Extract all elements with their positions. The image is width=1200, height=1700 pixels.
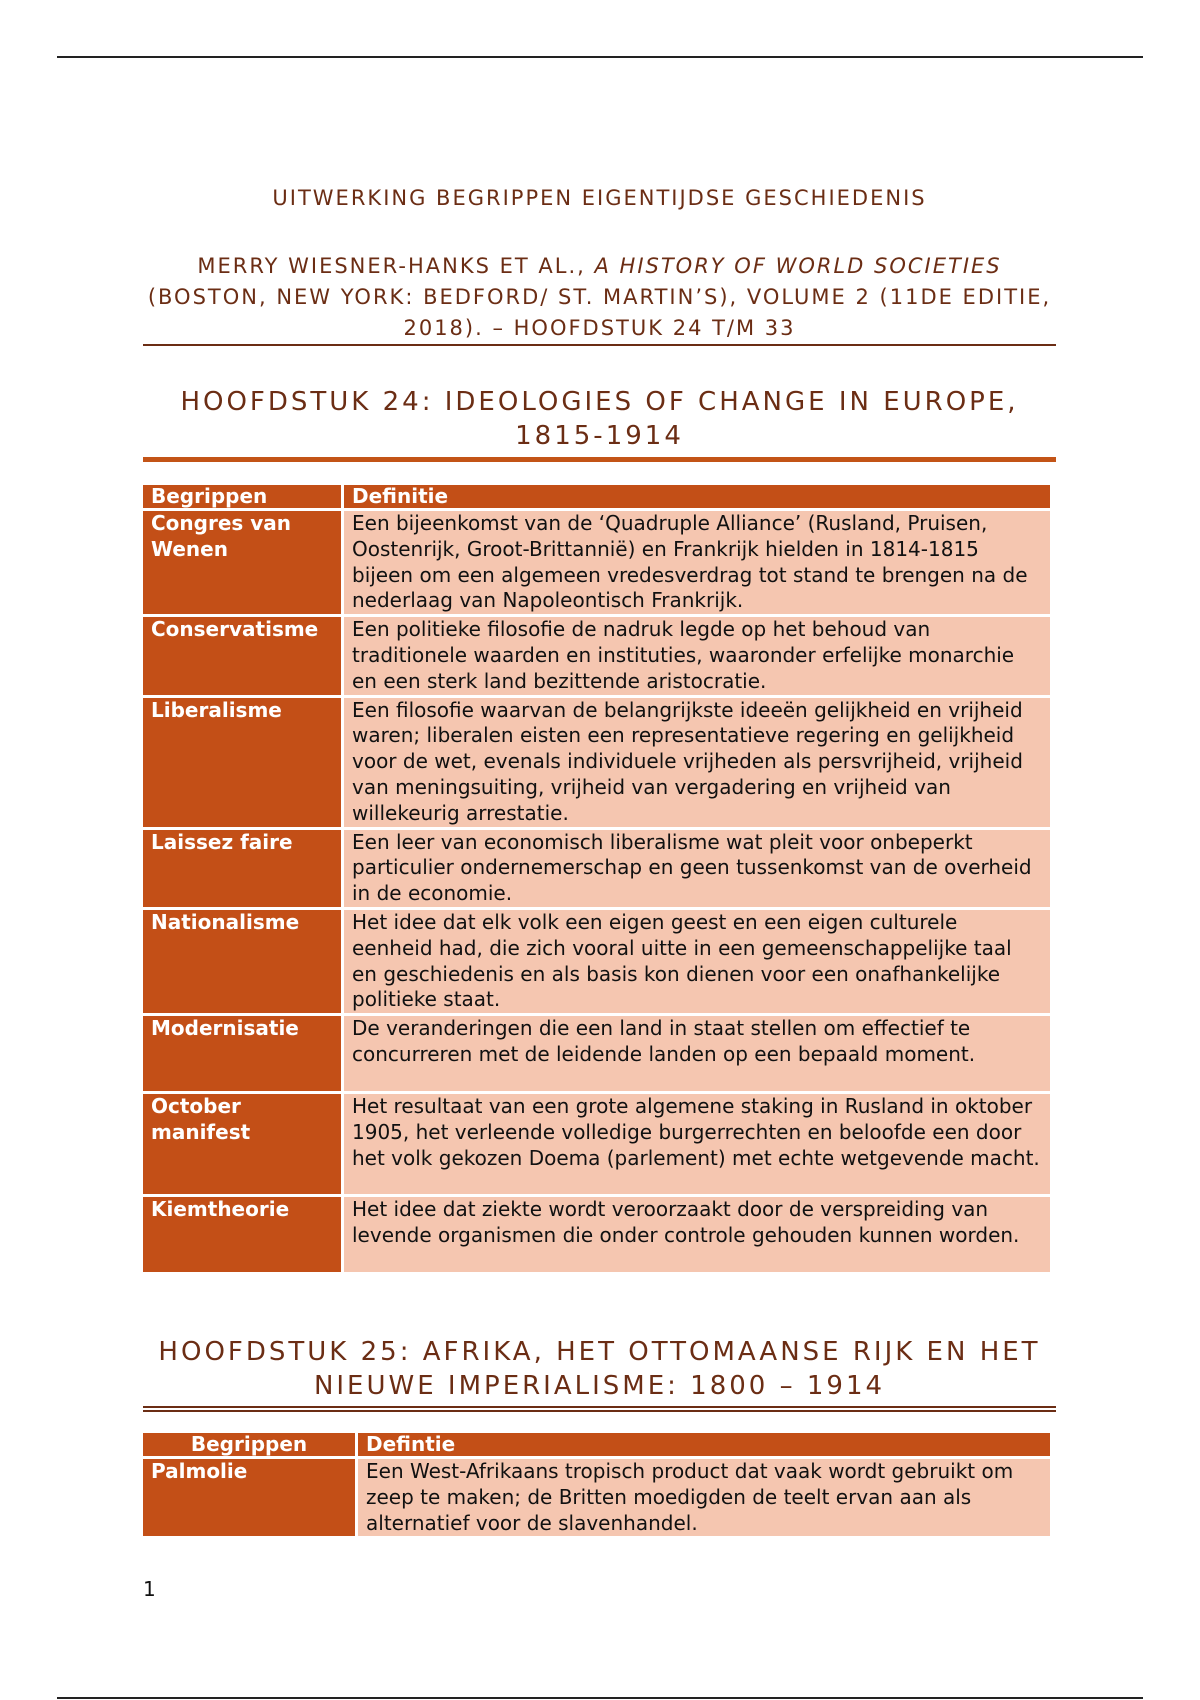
document-title: UITWERKING BEGRIPPEN EIGENTIJDSE GESCHIEDENIS [272,186,927,210]
table-header-row [143,1433,1050,1456]
chapter-24-heading: HOOFDSTUK 24: IDEOLOGIES OF CHANGE IN EUROPE, 1815-1914 [180,387,1019,451]
term-cell: Modernisatie [143,1016,341,1091]
page-bottom-rule [57,1697,1143,1699]
table-row [143,1197,1050,1272]
definition-cell: Een politieke filosofie de nadruk legde op het behoud van traditionele waarden en instituties, waaronder erfelijke monarchie en een sterk land bezittende aristocratie. [344,617,1050,694]
definition-cell: Het resultaat van een grote algemene staking in Rusland in oktober 1905, het verleende volledige burgerrechten en beloofde een door het volk gekozen Doema (parlement) met echte wetgevende macht. [344,1094,1050,1194]
definition-cell: Het idee dat ziekte wordt veroorzaakt door de verspreiding van levende organismen die onder controle gehouden kunnen worden. [344,1197,1050,1272]
table-row [143,910,1050,1013]
term-cell: Kiemtheorie [143,1197,341,1272]
chapter-24-terms-table [140,482,1053,1275]
table-row [143,617,1050,694]
table-row [143,1459,1050,1536]
source-divider [143,344,1056,346]
table-row [143,1016,1050,1091]
definition-cell: Een filosofie waarvan de belangrijkste ideeën gelijkheid en vrijheid waren; liberalen eisten een representatieve regering en gelijkheid voor de wet, evenals individuele vrijheden als persvrijheid, vrijheid van meningsuiting, vrijheid van vergadering en vrijheid van willekeurig arrestatie. [344,698,1050,827]
table-row [143,511,1050,614]
definition-cell: Een leer van economisch liberalisme wat pleit voor onbeperkt particulier ondernemerschap en geen tussenkomst van de overheid in de economie. [344,830,1050,907]
term-cell: Conservatisme [143,617,341,694]
term-cell: Palmolie [143,1459,355,1536]
definition-cell: Een West-Afrikaans tropisch product dat vaak wordt gebruikt om zeep te maken; de Britten moedigden de teelt ervan aan als alternatief voor de slavenhandel. [358,1459,1050,1536]
definition-cell: Een bijeenkomst van de ‘Quadruple Alliance’ (Rusland, Pruisen, Oostenrijk, Groot-Brittannië) en Frankrijk hielden in 1814-1815 bijeen om een algemeen vredesverdrag tot stand te brengen na de nederlaag van Napoleontisch Frankrijk. [344,511,1050,614]
source-authors: MERRY WIESNER-HANKS ET AL., [197,254,595,278]
table-header-row [143,485,1050,508]
term-cell: Liberalisme [143,698,341,827]
source-book-title: A HISTORY OF WORLD SOCIETIES [594,254,1002,278]
chapter-24-divider [143,457,1056,462]
column-header-term: Begrippen [143,485,341,508]
definition-cell: De veranderingen die een land in staat stellen om effectief te concurreren met de leidende landen op een bepaald moment. [344,1016,1050,1091]
term-cell: Nationalisme [143,910,341,1013]
source-details: (BOSTON, NEW YORK: BEDFORD/ ST. MARTIN’S), VOLUME 2 (11DE EDITIE, 2018). – HOOFDSTUK 24 T/M 33 [147,285,1052,340]
term-cell: October manifest [143,1094,341,1194]
table-row [143,830,1050,907]
chapter-25-divider [143,1406,1056,1412]
column-header-definition: Definitie [344,485,1050,508]
table-row [143,1094,1050,1194]
chapter-25-terms-table [140,1430,1053,1539]
table-row [143,698,1050,827]
document-source [143,251,1056,344]
term-cell: Congres van Wenen [143,511,341,614]
term-cell: Laissez faire [143,830,341,907]
page-top-rule [57,56,1143,58]
definition-cell: Het idee dat elk volk een eigen geest en een eigen culturele eenheid had, die zich vooral uitte in een gemeenschappelijke taal en geschiedenis en als basis kon dienen voor een onafhankelijke politieke staat. [344,910,1050,1013]
chapter-25-heading: HOOFDSTUK 25: AFRIKA, HET OTTOMAANSE RIJK EN HET NIEUWE IMPERIALISME: 1800 – 1914 [158,1337,1041,1401]
page-number: 1 [143,1577,156,1601]
column-header-term: Begrippen [143,1433,355,1456]
column-header-definition: Defintie [358,1433,1050,1456]
